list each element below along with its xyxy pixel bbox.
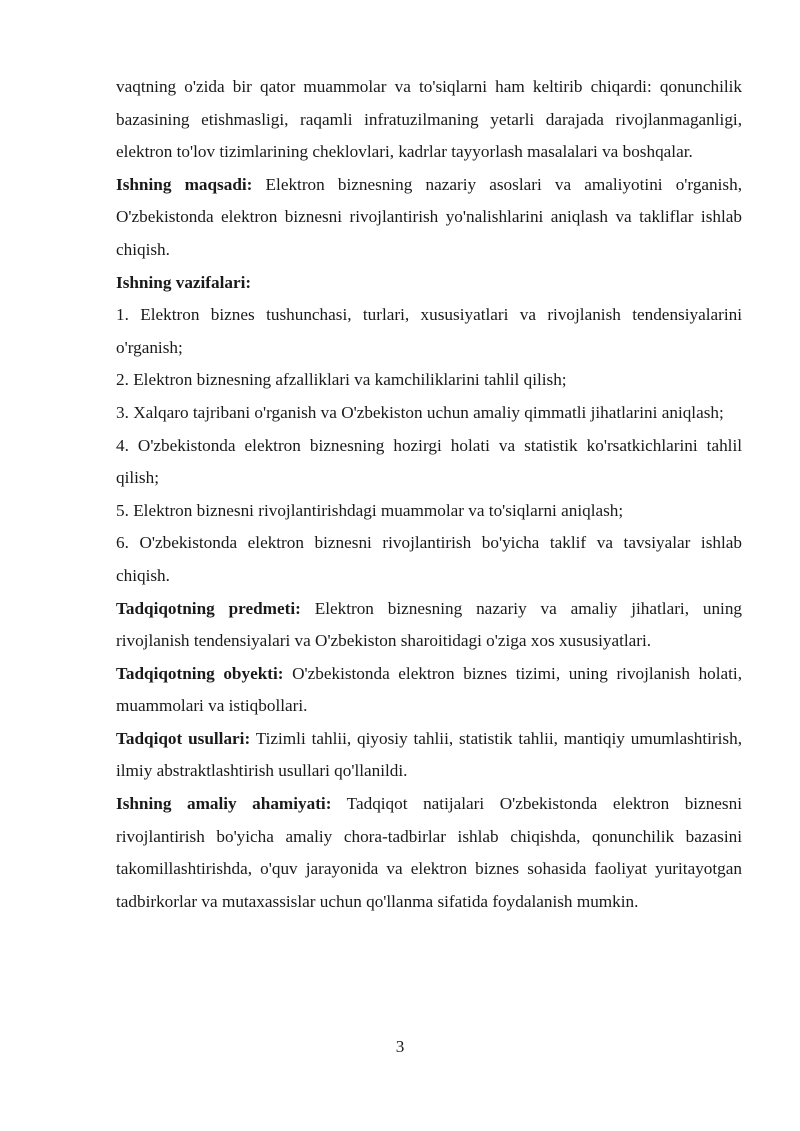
task-item-1 <box>116 299 742 364</box>
task-item-5 <box>116 495 742 528</box>
paragraph-goal <box>116 169 742 267</box>
task-text: 5. Elektron biznesni rivojlantirishdagi muammolar va to'siqlarni aniqlash; <box>116 500 624 520</box>
paragraph-text: Elektron biznesning nazariy va amaliy jihatlari, uning rivojlanish tendensiyalari va O'zbekiston sharoitidagi o'ziga xos xususiyatlari. <box>116 598 743 651</box>
task-item-6 <box>116 527 742 592</box>
page-number: 3 <box>395 1037 405 1056</box>
paragraph-heading: Ishning maqsadi: <box>116 174 253 194</box>
paragraph-methods <box>116 723 742 788</box>
task-text: 2. Elektron biznesning afzalliklari va kamchiliklarini tahlil qilish; <box>116 370 567 390</box>
paragraph-text: Elektron biznesning nazariy asoslari va amaliyotini o'rganish, O'zbekistonda elektron biznesni rivojlantirish yo'nalishlarini aniqlash va takliflar ishlab chiqish. <box>116 174 742 259</box>
paragraph-practical-significance <box>116 788 742 918</box>
paragraph-heading: Ishning amaliy ahamiyati: <box>116 794 332 814</box>
paragraph-text: O'zbekistonda elektron biznes tizimi, uning rivojlanish holati, muammolari va istiqbollari. <box>116 663 743 716</box>
paragraph-subject <box>116 593 742 658</box>
paragraph-text: Tadqiqot natijalari O'zbekistonda elektron biznesni rivojlantirish bo'yicha amaliy chora-tadbirlar ishlab chiqishda, qonunchilik bazasini takomillashtirishda, o'quv jarayonida va elektron biznes sohasida faoliyat yuritayotgan tadbirkorlar va mutaxassislar uchun qo'llanma sifatida foydalanish mumkin. <box>116 794 742 911</box>
paragraph-intro-continuation <box>116 71 742 169</box>
document-body <box>116 71 742 918</box>
paragraph-text: vaqtning o'zida bir qator muammolar va to'siqlarni ham keltirib chiqardi: qonunchilik bazasining etishmasligi, raqamli infratuzilmaning yetarli darajada rivojlanmaganligi, elektron to'lov tizimlarining cheklovlari, kadrlar tayyorlash masalalari va boshqalar. <box>116 77 742 162</box>
paragraph-text: Tizimli tahlii, qiyosiy tahlii, statistik tahlii, mantiqiy umumlashtirish, ilmiy abstraktlashtirish usullari qo'llanildi. <box>116 728 742 781</box>
task-text: 3. Xalqaro tajribani o'rganish va O'zbekiston uchun amaliy qimmatli jihatlarini aniqlash; <box>116 402 724 422</box>
paragraph-object <box>116 658 742 723</box>
paragraph-heading: Ishning vazifalari: <box>116 272 252 292</box>
task-text: 4. O'zbekistonda elektron biznesning hozirgi holati va statistik ko'rsatkichlarini tahlil qilish; <box>116 435 742 488</box>
task-item-4 <box>116 430 742 495</box>
task-text: 6. O'zbekistonda elektron biznesni rivojlantirish bo'yicha taklif va tavsiyalar ishlab chiqish. <box>116 533 742 585</box>
task-item-2 <box>116 364 742 397</box>
task-text: 1. Elektron biznes tushunchasi, turlari, xususiyatlari va rivojlanish tendensiyalarini o'rganish; <box>116 305 742 357</box>
paragraph-tasks-heading <box>116 267 742 300</box>
paragraph-heading: Tadqiqotning obyekti: <box>116 663 284 683</box>
paragraph-heading: Tadqiqot usullari: <box>116 728 251 748</box>
paragraph-heading: Tadqiqotning predmeti: <box>116 598 301 618</box>
task-item-3 <box>116 397 742 430</box>
